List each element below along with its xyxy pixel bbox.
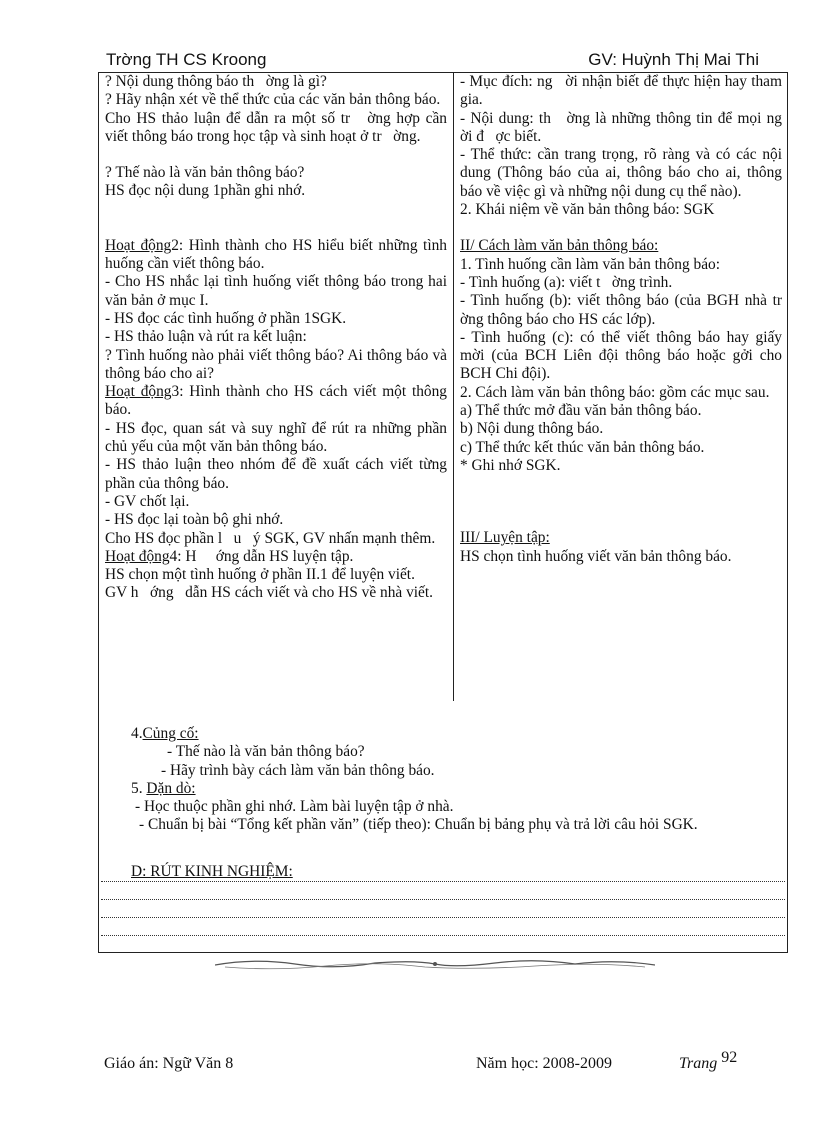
text-line: 2. Khái niệm về văn bản thông báo: SGK xyxy=(460,201,715,219)
text-line: - Cho HS nhắc lại tình huống viết thông báo trong hai văn bản ở mục I. xyxy=(105,273,451,309)
decorative-divider-icon xyxy=(215,956,655,972)
school-name: Trờng TH CS Kroong xyxy=(106,50,267,69)
text-line: * Ghi nhớ SGK. xyxy=(460,456,561,474)
column-divider xyxy=(453,73,454,701)
activity-label: Hoạt động xyxy=(105,383,172,401)
homework-title: Dặn dò: xyxy=(146,779,196,797)
text-line: GV h ớng dẫn HS cách viết và cho HS về nhà viết. xyxy=(105,584,433,602)
text-line: ? Tình huống nào phải viết thông báo? Ai thông báo và thông báo cho ai? xyxy=(105,346,451,382)
page-number: 92 xyxy=(721,1049,738,1066)
dotted-line xyxy=(101,881,785,882)
activity-4-heading xyxy=(105,548,447,566)
text-line: - HS thảo luận theo nhóm để đề xuất cách viết từng phần của thông báo. xyxy=(105,456,451,492)
text-line: - Hãy trình bày cách làm văn bản thông báo. xyxy=(161,761,435,779)
text-line: b) Nội dung thông báo. xyxy=(460,420,604,438)
activity-text: 2: Hình thành cho HS hiểu biết những tình huống cần viết thông báo. xyxy=(105,236,451,273)
activity-text: 4: H ớng dẫn HS luyện tập. xyxy=(169,547,354,565)
dotted-line xyxy=(101,935,785,936)
teacher-activities-column xyxy=(105,73,451,603)
activity-3-heading xyxy=(105,383,451,420)
footer-lesson: Giáo án: Ngữ Văn 8 xyxy=(104,1055,234,1072)
text-line: - HS đọc, quan sát và suy nghĩ để rút ra những phần chủ yếu của một văn bản thông báo. xyxy=(105,419,451,456)
text-line: HS chọn một tình huống ở phần II.1 để luyện viết. xyxy=(105,566,415,584)
text-line: HS chọn tình huống viết văn bản thông báo. xyxy=(460,547,732,565)
experience-title: D: RÚT KINH NGHIỆM: xyxy=(131,863,293,880)
text-line: - Thế nào là văn bản thông báo? xyxy=(167,743,365,761)
text-line: ? Hãy nhận xét về thể thức của các văn bản thông báo. xyxy=(105,91,441,109)
dotted-line xyxy=(101,917,785,918)
text-line: 1. Tình huống cần làm văn bản thông báo: xyxy=(460,255,721,273)
spacer xyxy=(460,511,782,529)
text-line: Cho HS đọc phần l u ý SGK, GV nhấn mạnh thêm. xyxy=(105,529,436,547)
section-3-title: III/ Luyện tập: xyxy=(460,529,550,547)
footer-year: Năm học: 2008-2009 xyxy=(476,1055,612,1072)
content-column xyxy=(460,73,794,566)
text-line: ? Nội dung thông báo th ờng là gì? xyxy=(105,73,327,90)
dotted-line xyxy=(101,899,785,900)
text-line: - GV chốt lại. xyxy=(105,492,190,510)
text-line: Cho HS thảo luận để dẫn ra một số tr ờng hợp cần viết thông báo trong học tập và sinh hoạt ở tr ờng. xyxy=(105,109,451,145)
section-2-title: II/ Cách làm văn bản thông báo: xyxy=(460,237,659,255)
text-line: 2. Cách làm văn bản thông báo: gồm các mục sau. xyxy=(460,383,770,401)
text-line: - Nội dung: th ờng là những thông tin để mọi ng ời đ ợc biết. xyxy=(460,109,794,145)
text-line: - HS đọc các tình huống ở phần 1SGK. xyxy=(105,309,347,327)
teacher-name: GV: Huỳnh Thị Mai Thi xyxy=(588,50,759,69)
text-line: - Tình huống (a): viết t ờng trình. xyxy=(460,273,673,291)
text-line: - Tình huống (b): viết thông báo (của BGH nhà tr ờng thông báo cho HS các lớp). xyxy=(460,292,794,328)
text-line: - HS thảo luận và rút ra kết luận: xyxy=(105,328,307,346)
text-line: - HS đọc lại toàn bộ ghi nhớ. xyxy=(105,511,284,529)
page-header xyxy=(104,50,759,73)
consolidation-heading xyxy=(131,725,781,743)
text-line: - Mục đích: ng ời nhận biết để thực hiện hay tham gia. xyxy=(460,73,786,109)
text-line: ? Thế nào là văn bản thông báo? xyxy=(105,164,305,182)
text-line: a) Thể thức mở đầu văn bản thông báo. xyxy=(460,402,702,420)
activity-text: 3: Hình thành cho HS cách viết một thông báo. xyxy=(105,383,451,419)
text-line: - Thể thức: cần trang trọng, rõ ràng và có các nội dung (Thông báo của ai, thông báo cho ai, thông báo về việc gì và những nội dung cụ thể nào). xyxy=(460,146,786,200)
activity-label: Hoạt động xyxy=(105,236,172,254)
consolidation-title: Củng cố: xyxy=(142,725,199,742)
activity-label: Hoạt động xyxy=(105,547,170,565)
spacer xyxy=(460,475,782,511)
spacer xyxy=(460,219,782,237)
text-line: c) Thể thức kết thúc văn bản thông báo. xyxy=(460,438,705,456)
homework-number: 5. xyxy=(131,779,147,797)
lesson-table xyxy=(98,72,794,953)
text-line: HS đọc nội dung 1phần ghi nhớ. xyxy=(105,182,306,200)
summary-section xyxy=(131,725,781,835)
text-line: - Học thuộc phần ghi nhớ. Làm bài luyện tập ở nhà. xyxy=(135,798,454,816)
footer-page xyxy=(679,1049,738,1073)
text-line: - Tình huống (c): có thể viết thông báo hay giấy mời (của BCH Liên đội thông báo hoặc gởi cho BCH Chi đội). xyxy=(460,328,786,383)
homework-heading xyxy=(131,780,781,798)
spacer xyxy=(105,201,447,237)
page-label: Trang xyxy=(679,1055,718,1072)
activity-2-heading xyxy=(105,236,451,274)
spacer xyxy=(105,146,447,164)
consolidation-number: 4. xyxy=(131,725,143,742)
text-line: - Chuẩn bị bài “Tổng kết phần văn” (tiếp theo): Chuẩn bị bảng phụ và trả lời câu hỏi SGK. xyxy=(139,816,698,834)
